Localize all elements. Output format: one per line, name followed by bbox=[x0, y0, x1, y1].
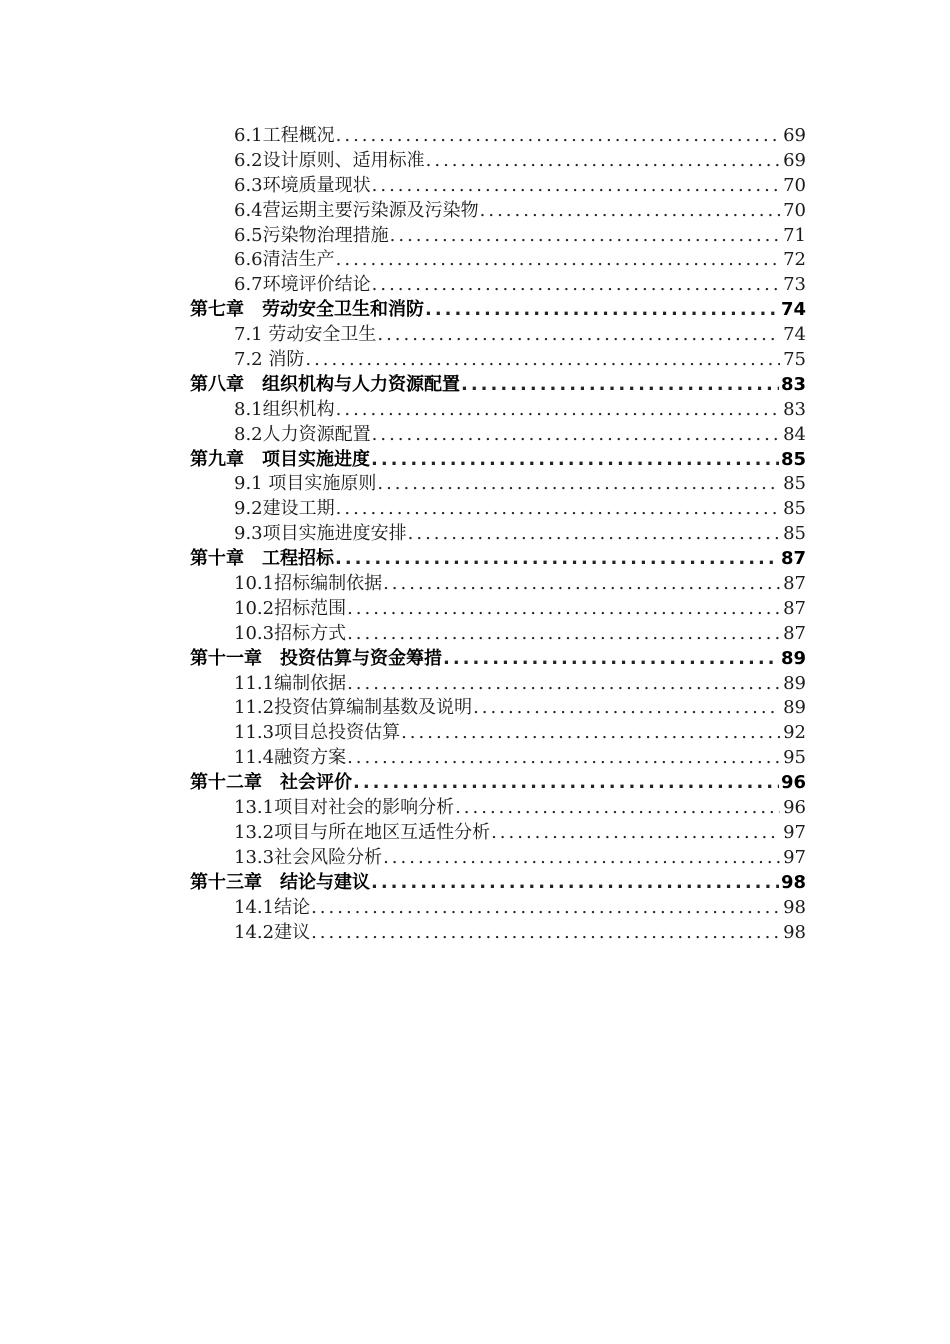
toc-chapter-entry[interactable] bbox=[190, 448, 806, 473]
toc-dot-leader bbox=[401, 721, 780, 746]
toc-dot-leader bbox=[311, 921, 780, 946]
toc-page-number: 97 bbox=[783, 846, 806, 868]
toc-dot-leader bbox=[336, 248, 780, 273]
toc-section-entry[interactable] bbox=[190, 597, 806, 622]
toc-dot-leader bbox=[491, 821, 780, 846]
toc-page-number: 74 bbox=[783, 324, 806, 346]
toc-section-entry[interactable] bbox=[190, 323, 806, 348]
toc-entry-title: 14.2建议 bbox=[234, 921, 311, 943]
toc-entry-title: 6.1工程概况 bbox=[234, 125, 335, 146]
toc-page-number: 96 bbox=[780, 772, 806, 794]
toc-dot-leader bbox=[347, 746, 780, 771]
toc-chapter-entry[interactable] bbox=[190, 547, 806, 572]
toc-page-number: 85 bbox=[783, 523, 806, 545]
toc-chapter-entry[interactable] bbox=[190, 373, 806, 398]
toc-page-number: 72 bbox=[783, 249, 806, 271]
toc-entry-title: 8.1组织机构 bbox=[234, 398, 335, 420]
toc-entry-title: 11.2投资估算编制基数及说明 bbox=[234, 697, 473, 719]
toc-entry-title: 13.3社会风险分析 bbox=[234, 846, 383, 868]
toc-dot-leader bbox=[335, 547, 779, 572]
toc-dot-leader bbox=[371, 448, 779, 473]
toc-entry-title: 11.1编制依据 bbox=[234, 672, 347, 694]
toc-dot-leader bbox=[383, 572, 780, 597]
toc-entry-title: 6.3环境质量现状 bbox=[234, 174, 371, 196]
toc-section-entry[interactable] bbox=[190, 796, 806, 821]
toc-entry-title: 第九章 项目实施进度 bbox=[190, 448, 370, 470]
toc-dot-leader bbox=[443, 647, 779, 672]
toc-entry-title: 14.1结论 bbox=[234, 896, 311, 918]
toc-section-entry[interactable] bbox=[190, 248, 806, 273]
toc-entry-title: 6.7环境评价结论 bbox=[234, 274, 371, 296]
toc-dot-leader bbox=[336, 497, 780, 522]
toc-dot-leader bbox=[461, 373, 779, 398]
toc-dot-leader bbox=[311, 896, 780, 921]
toc-page-number: 92 bbox=[783, 722, 806, 744]
toc-section-entry[interactable] bbox=[190, 746, 806, 771]
toc-section-entry[interactable] bbox=[190, 174, 806, 199]
toc-dot-leader bbox=[473, 696, 780, 721]
toc-chapter-entry[interactable] bbox=[190, 298, 806, 323]
toc-page-number: 85 bbox=[783, 498, 806, 520]
toc-entry-title: 6.4营运期主要污染源及污染物 bbox=[234, 199, 479, 221]
toc-page-number: 85 bbox=[780, 448, 806, 470]
toc-entry-title: 第十章 工程招标 bbox=[190, 548, 334, 570]
toc-page-number: 85 bbox=[783, 473, 806, 495]
toc-dot-leader bbox=[372, 423, 780, 448]
toc-entry-title: 11.3项目总投资估算 bbox=[234, 722, 401, 744]
toc-page-number: 89 bbox=[783, 672, 806, 694]
toc-dot-leader bbox=[371, 871, 779, 896]
toc-page-number: 87 bbox=[780, 548, 806, 570]
toc-page-number: 83 bbox=[780, 373, 806, 395]
toc-page-number: 98 bbox=[783, 921, 806, 943]
toc-page-number: 87 bbox=[783, 597, 806, 619]
toc-entry-title: 11.4融资方案 bbox=[234, 747, 347, 769]
toc-dot-leader bbox=[347, 672, 780, 697]
toc-page-number: 84 bbox=[783, 423, 806, 445]
toc-section-entry[interactable] bbox=[190, 149, 806, 174]
toc-dot-leader bbox=[408, 522, 780, 547]
toc-section-entry[interactable] bbox=[190, 821, 806, 846]
toc-chapter-entry[interactable] bbox=[190, 871, 806, 896]
toc-entry-title: 9.1 项目实施原则 bbox=[234, 473, 377, 495]
toc-entry-title: 第十一章 投资估算与资金筹措 bbox=[190, 647, 442, 669]
toc-dot-leader bbox=[455, 796, 780, 821]
toc-section-entry[interactable] bbox=[190, 472, 806, 497]
toc-chapter-entry[interactable] bbox=[190, 647, 806, 672]
toc-section-entry[interactable] bbox=[190, 846, 806, 871]
toc-section-entry[interactable] bbox=[190, 224, 806, 249]
toc-page-number: 69 bbox=[783, 149, 806, 171]
toc-dot-leader bbox=[383, 846, 780, 871]
table-of-contents bbox=[190, 124, 806, 945]
toc-section-entry[interactable] bbox=[190, 398, 806, 423]
toc-section-entry[interactable] bbox=[190, 522, 806, 547]
toc-entry-title: 第十二章 社会评价 bbox=[190, 772, 352, 794]
toc-section-entry[interactable] bbox=[190, 348, 806, 373]
toc-entry-title: 6.2设计原则、适用标准 bbox=[234, 149, 425, 171]
toc-section-entry[interactable] bbox=[190, 622, 806, 647]
toc-entry-title: 第八章 组织机构与人力资源配置 bbox=[190, 373, 460, 395]
toc-page-number: 70 bbox=[783, 199, 806, 221]
toc-page-number: 97 bbox=[783, 821, 806, 843]
toc-dot-leader bbox=[336, 398, 780, 423]
toc-section-entry[interactable] bbox=[190, 124, 806, 149]
toc-entry-title: 9.2建设工期 bbox=[234, 498, 335, 520]
toc-entry-title: 7.2 消防 bbox=[234, 349, 305, 371]
toc-dot-leader bbox=[305, 348, 780, 373]
toc-page-number: 87 bbox=[783, 622, 806, 644]
toc-dot-leader bbox=[372, 174, 780, 199]
toc-entry-title: 8.2人力资源配置 bbox=[234, 423, 371, 445]
toc-page-number: 98 bbox=[783, 896, 806, 918]
toc-entry-title: 7.1 劳动安全卫生 bbox=[234, 324, 377, 346]
toc-entry-title: 第七章 劳动安全卫生和消防 bbox=[190, 299, 424, 321]
toc-dot-leader bbox=[353, 771, 779, 796]
toc-dot-leader bbox=[377, 472, 780, 497]
toc-entry-title: 第十三章 结论与建议 bbox=[190, 871, 370, 893]
toc-page-number: 73 bbox=[783, 274, 806, 296]
toc-section-entry[interactable] bbox=[190, 497, 806, 522]
toc-entry-title: 13.2项目与所在地区互适性分析 bbox=[234, 821, 491, 843]
toc-entry-title: 10.2招标范围 bbox=[234, 597, 347, 619]
toc-section-entry[interactable] bbox=[190, 273, 806, 298]
toc-section-entry[interactable] bbox=[190, 199, 806, 224]
toc-page-number: 96 bbox=[783, 797, 806, 819]
toc-section-entry[interactable] bbox=[190, 672, 806, 697]
toc-entry-title: 10.3招标方式 bbox=[234, 622, 347, 644]
toc-dot-leader bbox=[425, 298, 779, 323]
toc-dot-leader bbox=[372, 273, 780, 298]
toc-entry-title: 6.5污染物治理措施 bbox=[234, 224, 389, 246]
toc-dot-leader bbox=[336, 124, 780, 149]
toc-section-entry[interactable] bbox=[190, 696, 806, 721]
toc-page-number: 75 bbox=[783, 349, 806, 371]
toc-entry-title: 9.3项目实施进度安排 bbox=[234, 523, 407, 545]
toc-dot-leader bbox=[347, 622, 780, 647]
toc-dot-leader bbox=[377, 323, 780, 348]
toc-page-number: 74 bbox=[780, 299, 806, 321]
toc-page-number: 83 bbox=[783, 398, 806, 420]
toc-page-number: 70 bbox=[783, 174, 806, 196]
toc-section-entry[interactable] bbox=[190, 572, 806, 597]
toc-page-number: 89 bbox=[783, 697, 806, 719]
toc-page-number: 98 bbox=[780, 871, 806, 893]
toc-dot-leader bbox=[426, 149, 780, 174]
toc-dot-leader bbox=[390, 224, 780, 249]
toc-dot-leader bbox=[347, 597, 780, 622]
toc-page-number: 69 bbox=[783, 125, 806, 146]
toc-entry-title: 10.1招标编制依据 bbox=[234, 573, 383, 595]
toc-page-number: 71 bbox=[783, 224, 806, 246]
toc-entry-title: 6.6清洁生产 bbox=[234, 249, 335, 271]
toc-section-entry[interactable] bbox=[190, 423, 806, 448]
toc-page-number: 95 bbox=[783, 747, 806, 769]
toc-section-entry[interactable] bbox=[190, 921, 806, 946]
toc-section-entry[interactable] bbox=[190, 721, 806, 746]
toc-page-number: 89 bbox=[780, 647, 806, 669]
toc-section-entry[interactable] bbox=[190, 896, 806, 921]
toc-dot-leader bbox=[480, 199, 780, 224]
toc-entry-title: 13.1项目对社会的影响分析 bbox=[234, 797, 455, 819]
toc-page-number: 87 bbox=[783, 573, 806, 595]
toc-chapter-entry[interactable] bbox=[190, 771, 806, 796]
